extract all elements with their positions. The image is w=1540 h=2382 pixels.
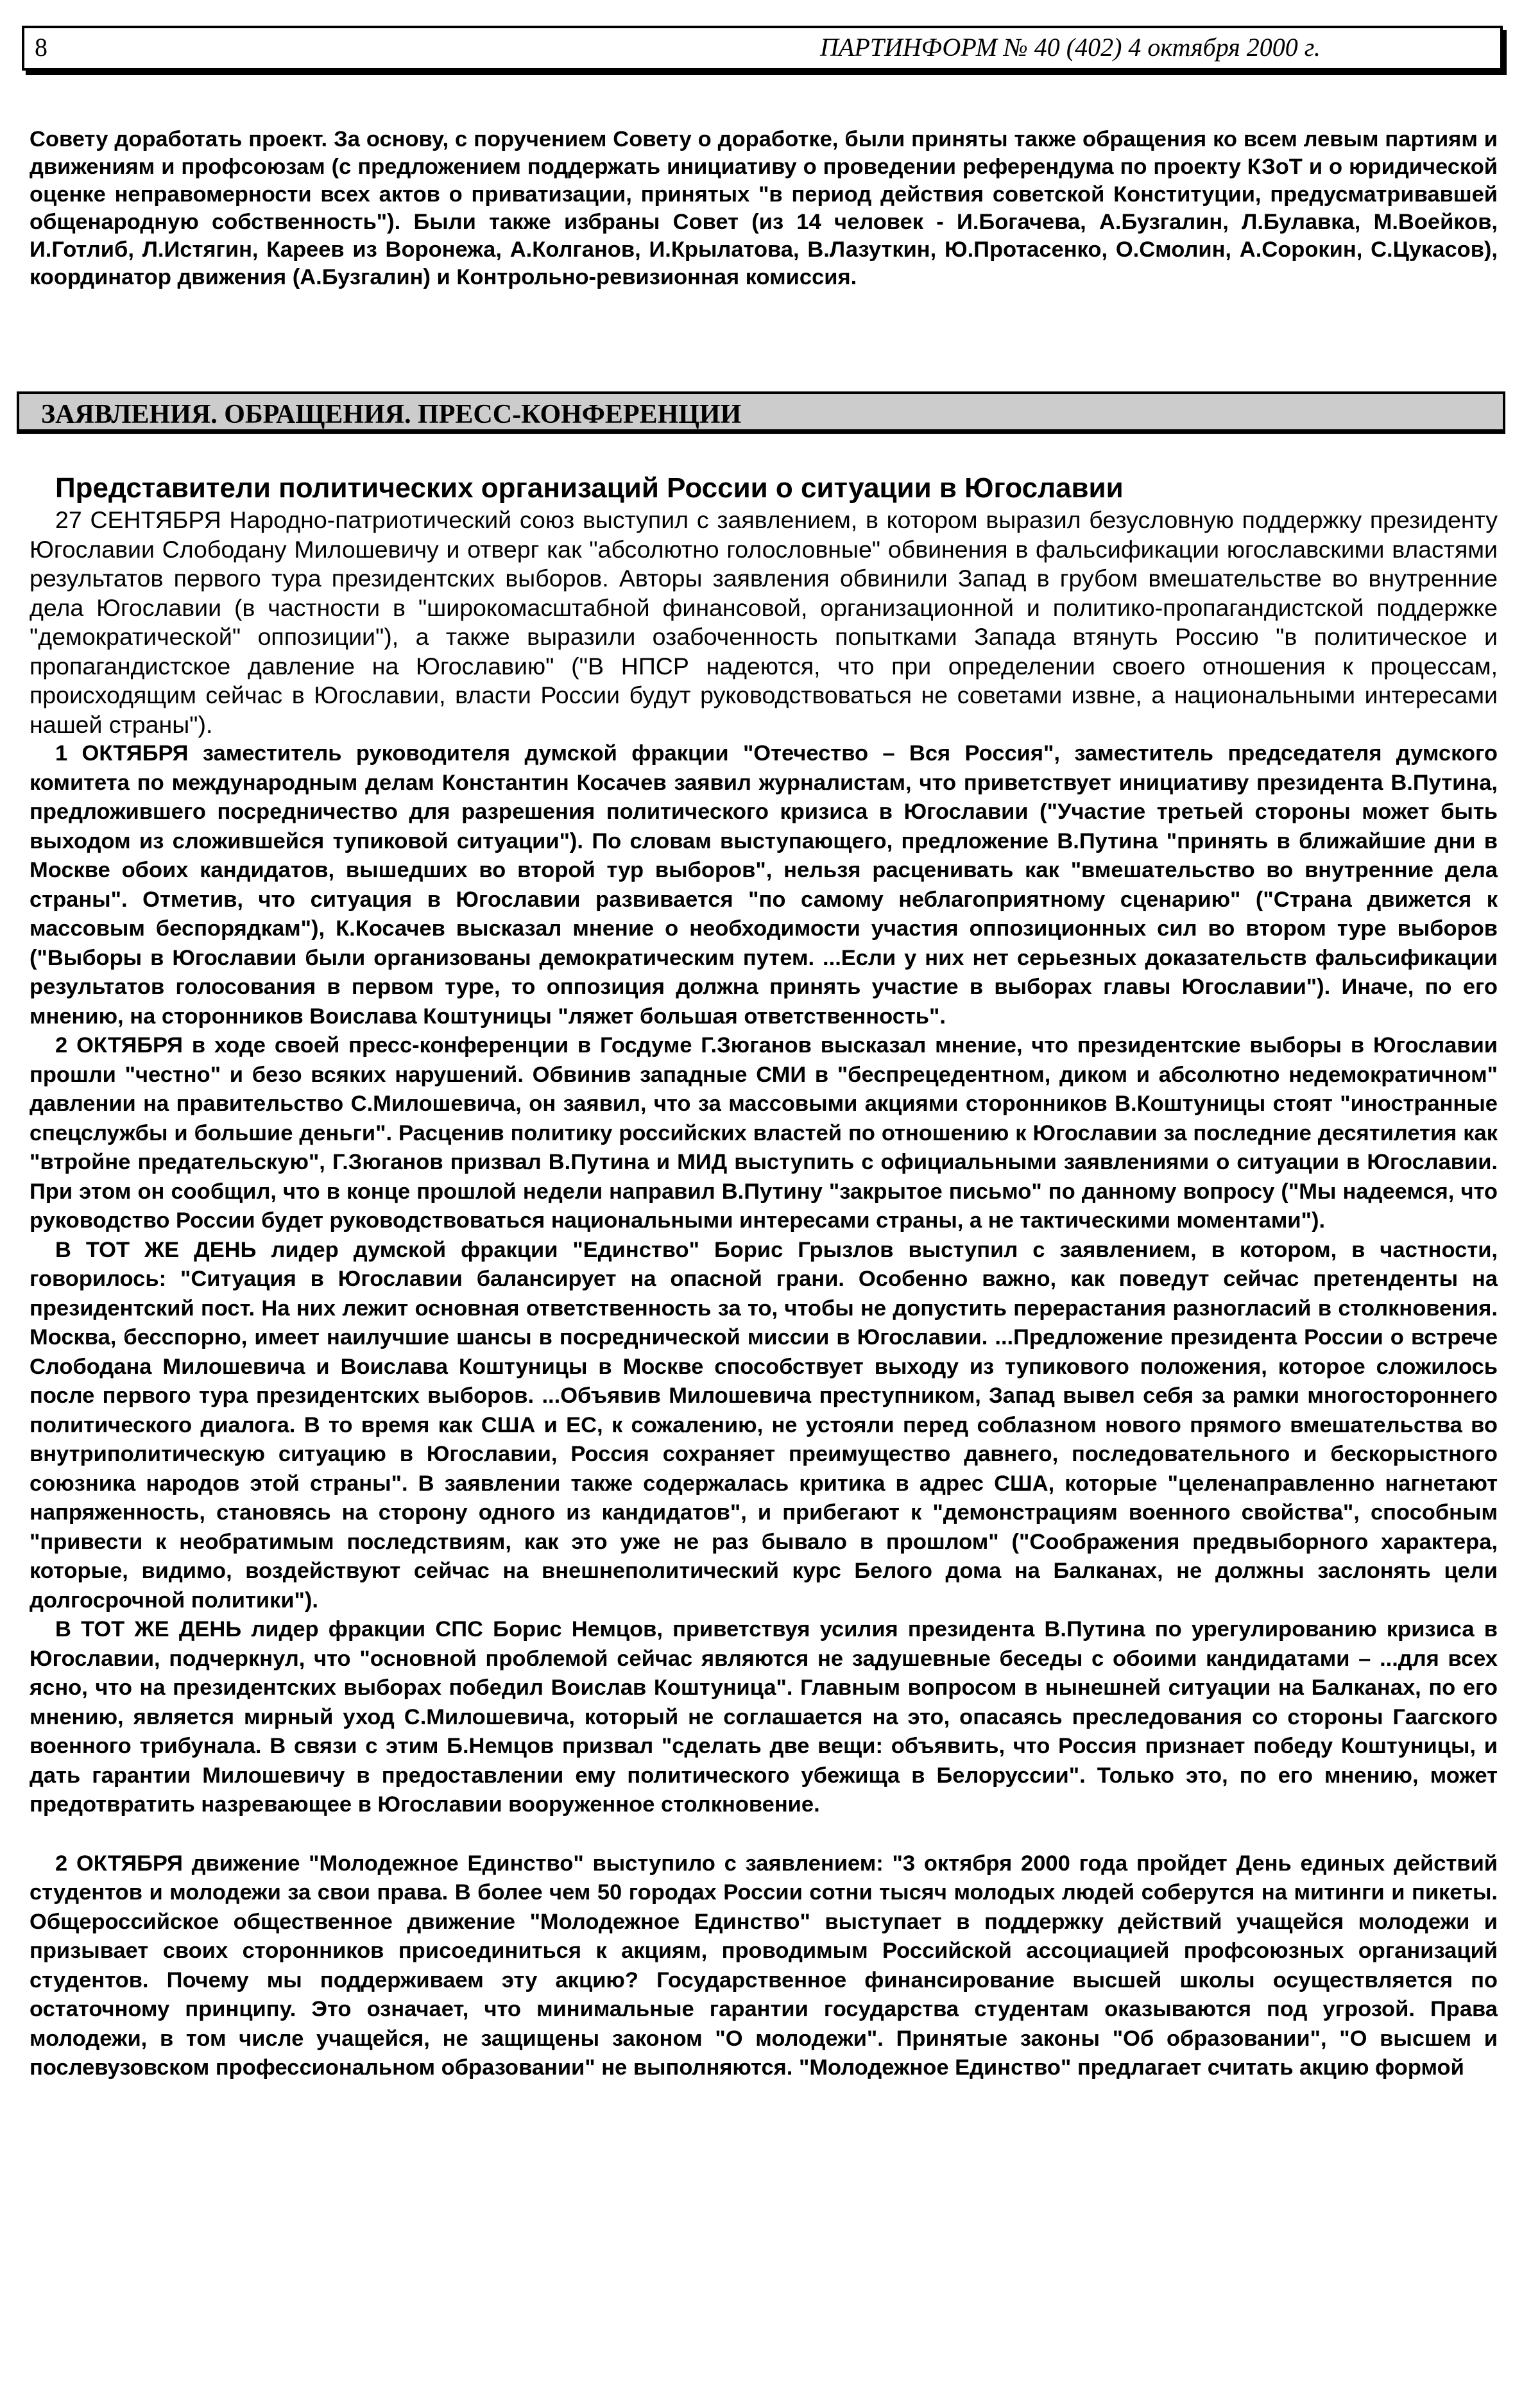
article <box>30 471 1498 2083</box>
page-header <box>22 26 1503 71</box>
intro-paragraph: Совету доработать проект. За основу, с поручением Совету о доработке, были приняты также обращения ко всем левым партиям и движениям и профсоюзам (с предложением поддержать инициативу о проведении референдума по проекту КЗоТ и о юридической оценке неправомерности всех актов о приватизации, принятых "в период действия советской Конституции, предусматривавшей общенародную собственность"). Были также избраны Совет (из 14 человек - И.Богачева, А.Бузгалин, Л.Булавка, М.Воейков, И.Готлиб, Л.Истягин, Кареев из Воронежа, А.Колганов, И.Крылатова, В.Лазуткин, Ю.Протасенко, О.Смолин, А.Сорокин, С.Цукасов), координатор движения (А.Бузгалин) и Контрольно-ревизионная комиссия. <box>30 127 1498 289</box>
section-title: ЗАЯВЛЕНИЯ. ОБРАЩЕНИЯ. ПРЕСС-КОНФЕРЕНЦИИ <box>41 400 742 429</box>
article-headline: Представители политических организаций России о ситуации в Югославии <box>55 472 1124 504</box>
article-paragraph: 2 ОКТЯБРЯ в ходе своей пресс-конференции в Госдуме Г.Зюганов высказал мнение, что президентские выборы в Югославии прошли "честно" и безо всяких нарушений. Обвинив западные СМИ в "беспрецедентном, диком и абсолютно недемократичном" давлении на правительство С.Милошевича, он заявил, что за массовыми акциями сторонников В.Коштуницы стоят "иностранные спецслужбы и большие деньги". Расценив политику российских властей по отношению к Югославии за последние десятилетия как "втройне предательскую", Г.Зюганов призвал В.Путина и МИД выступить с официальными заявлениями о ситуации в Югославии. При этом он сообщил, что в конце прошлой недели направил В.Путину "закрытое письмо" по данному вопросу ("Мы надеемся, что руководство России будет руководствоваться национальными интересами страны, а не тактическими моментами"). <box>30 1033 1498 1233</box>
publication-title: ПАРТИНФОРМ № 40 (402) 4 октября 2000 г. <box>820 33 1321 62</box>
page-number: 8 <box>35 33 47 62</box>
article-paragraph: В ТОТ ЖЕ ДЕНЬ лидер думской фракции "Единство" Борис Грызлов выступил с заявлением, в котором, в частности, говорилось: "Ситуация в Югославии балансирует на опасной грани. Особенно важно, как поведут сейчас претенденты на президентский пост. На них лежит основная ответственность за то, чтобы не допустить перерастания разногласий в столкновения. Москва, бесспорно, имеет наилучшие шансы в посреднической миссии в Югославии. ...Предложение президента России о встрече Слободана Милошевича и Воислава Коштуницы в Москве способствует выходу из тупикового положения, которое сложилось после первого тура президентских выборов. ...Объявив Милошевича преступником, Запад вывел себя за рамки многостороннего политического диалога. В то время как США и ЕС, к сожалению, не устояли перед соблазном нового прямого вмешательства во внутриполитическую ситуацию в Югославии, Россия сохраняет преимущество давнего, последовательного и бескорыстного союзника народов этой страны". В заявлении также содержалась критика в адрес США, которые "целенаправленно нагнетают напряженность, становясь на сторону одного из кандидатов", и прибегают к "демонстрациям военного свойства", способным "привести к необратимым последствиям, как это уже не раз бывало в прошлом" ("Соображения предвыборного характера, которые, видимо, воздействуют сейчас на внешнеполитический курс Белого дома на Балканах, не должны заслонять цели долгосрочной политики"). <box>30 1237 1498 1613</box>
intro-block <box>30 126 1498 291</box>
section-header <box>17 391 1505 434</box>
article-paragraph: В ТОТ ЖЕ ДЕНЬ лидер фракции СПС Борис Немцов, приветствуя усилия президента В.Путина по урегулированию кризиса в Югославии, подчеркнул, что "основной проблемой сейчас являются не задушевные беседы с обоими кандидатами – ...для всех ясно, что на президентских выборах победил Воислав Коштуница". Главным вопросом в нынешней ситуации на Балканах, по его мнению, является мирный уход С.Милошевича, который не соглашается на это, опасаясь преследования со стороны Гаагского военного трибунала. В связи с этим Б.Немцов призвал "сделать две вещи: объявить, что Россия признает победу Коштуницы, и дать гарантии Милошевичу в предоставлении ему политического убежища в Белоруссии". Только это, по его мнению, может предотвратить назревающее в Югославии вооруженное столкновение. <box>30 1617 1498 1817</box>
closing-paragraph: 2 ОКТЯБРЯ движение "Молодежное Единство" выступило с заявлением: "3 октября 2000 года пройдет День единых действий студентов и молодежи за свои права. В более чем 50 городах России сотни тысяч молодых людей соберутся на митинги и пикеты. Общероссийское общественное движение "Молодежное Единство" выступает в поддержку действий учащейся молодежи и призывает своих сторонников присоединиться к акциям, проводимым Российской ассоциацией профсоюзных организаций студентов. Почему мы поддерживаем эту акцию? Государственное финансирование высшей школы осуществляется по остаточному принципу. Это означает, что минимальные гарантии государства студентам оказываются под угрозой. Права молодежи, в том числе учащейся, не защищены законом "О молодежи". Принятые законы "Об образовании", "О высшем и послевузовском профессиональном образовании" не выполняются. "Молодежное Единство" предлагает считать акцию формой <box>30 1851 1498 2080</box>
article-paragraph: 27 СЕНТЯБРЯ Народно-патриотический союз выступил с заявлением, в котором выразил безусловную поддержку президенту Югославии Слободану Милошевичу и отверг как "абсолютно голословные" обвинения в фальсификации югославскими властями результатов первого тура президентских выборов. Авторы заявления обвинили Запад в грубом вмешательстве во внутренние дела Югославии (в частности в "широкомасштабной финансовой, организационной и политико-пропагандистской поддержке "демократической" оппозиции"), а также выразили озабоченность попытками Запада втянуть Россию "в политическое и пропагандистское давление на Югославию" ("В НПСР надеются, что при определении своего отношения к процессам, происходящим сейчас в Югославии, власти России будут руководствоваться не советами извне, а национальными интересами нашей страны"). <box>30 506 1498 738</box>
paragraph-gap <box>30 1820 1498 1849</box>
article-paragraph: 1 ОКТЯБРЯ заместитель руководителя думской фракции "Отечество – Вся Россия", заместитель председателя думского комитета по международным делам Константин Косачев заявил журналистам, что приветствует инициативу президента В.Путина, предложившего посредничество для разрешения политического кризиса в Югославии ("Участие третьей стороны может быть выходом из сложившейся тупиковой ситуации"). По словам выступающего, предложение В.Путина "принять в ближайшие дни в Москве обоих кандидатов, вышедших во второй тур выборов", нельзя расценивать как "вмешательство во внутренние дела страны". Отметив, что ситуация в Югославии развивается "по самому неблагоприятному сценарию" ("Страна движется к массовым беспорядкам"), К.Косачев высказал мнение о необходимости участия оппозиционных сил во втором туре выборов ("Выборы в Югославии были организованы демократическим путем. ...Если у них нет серьезных доказательств фальсификации результатов голосования в первом туре, то оппозиция должна принять участие в выборах главы Югославии"). Иначе, по его мнению, на сторонников Воислава Коштуницы "ляжет большая ответственность". <box>30 741 1498 1029</box>
